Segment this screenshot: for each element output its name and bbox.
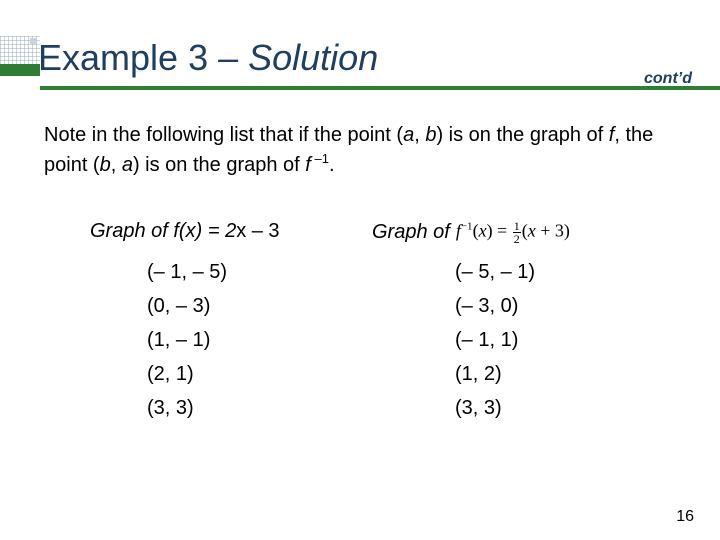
- list-item: (– 3, 0): [455, 295, 519, 317]
- note-var-a: a: [403, 124, 415, 146]
- list-item: (3, 3): [455, 397, 502, 419]
- list-item: (1, – 1): [147, 329, 211, 351]
- note-var-b: b: [99, 154, 111, 176]
- formula-text: ) =: [486, 220, 512, 241]
- note-var-a: a: [121, 154, 133, 176]
- note-exponent: –1: [310, 151, 329, 166]
- page-title-main: Example 3 –: [38, 37, 249, 78]
- note-text: , the point (: [44, 124, 654, 176]
- heading-text: ) = 2: [195, 220, 237, 242]
- left-column-heading: [90, 220, 280, 243]
- heading-text: – 3: [246, 220, 280, 242]
- list-item: (– 1, 1): [455, 329, 519, 351]
- formula-fraction: [513, 220, 521, 245]
- continued-label: cont’d: [644, 70, 692, 87]
- note-var-f: f: [608, 124, 615, 146]
- page-number: 16: [676, 508, 694, 525]
- formula-text: + 3): [535, 220, 570, 241]
- formula-x: x: [478, 220, 487, 241]
- page-title-emphasis: Solution: [248, 37, 379, 78]
- list-item: (3, 3): [147, 397, 194, 419]
- heading-var-x: x: [236, 220, 247, 242]
- list-item: (– 1, – 5): [147, 261, 228, 283]
- note-text: Note in the following list that if the point (: [44, 124, 404, 146]
- right-column-heading: [372, 220, 570, 245]
- formula-f: f: [455, 220, 461, 241]
- heading-text: Graph of f(: [90, 220, 186, 242]
- fraction-numerator: 1: [513, 219, 520, 233]
- formula-exponent: −1: [460, 220, 473, 233]
- note-text: ,: [414, 124, 426, 146]
- note-text: ) is on the graph of: [132, 154, 306, 176]
- note-text: ,: [110, 154, 122, 176]
- right-points-list: [455, 255, 535, 425]
- header-rule: [40, 86, 720, 90]
- left-points-list: [147, 255, 227, 425]
- formula-x: x: [527, 220, 536, 241]
- formula-text: (: [472, 220, 479, 241]
- heading-var-x: x: [185, 220, 196, 242]
- list-item: (– 5, – 1): [455, 261, 536, 283]
- list-item: (0, – 3): [147, 295, 211, 317]
- note-text: ) is on the graph of: [436, 124, 609, 146]
- note-paragraph: [44, 120, 684, 180]
- fraction-denominator: 2: [513, 232, 520, 246]
- heading-text: Graph of: [372, 220, 450, 243]
- note-var-f: f: [305, 154, 311, 176]
- inverse-function-formula: [456, 220, 570, 245]
- list-item: (1, 2): [455, 363, 502, 385]
- title-row: [38, 37, 379, 78]
- note-var-b: b: [425, 124, 437, 146]
- list-item: (2, 1): [147, 363, 194, 385]
- note-text: .: [328, 154, 335, 176]
- formula-text: (: [521, 220, 528, 241]
- page-title: [38, 37, 378, 78]
